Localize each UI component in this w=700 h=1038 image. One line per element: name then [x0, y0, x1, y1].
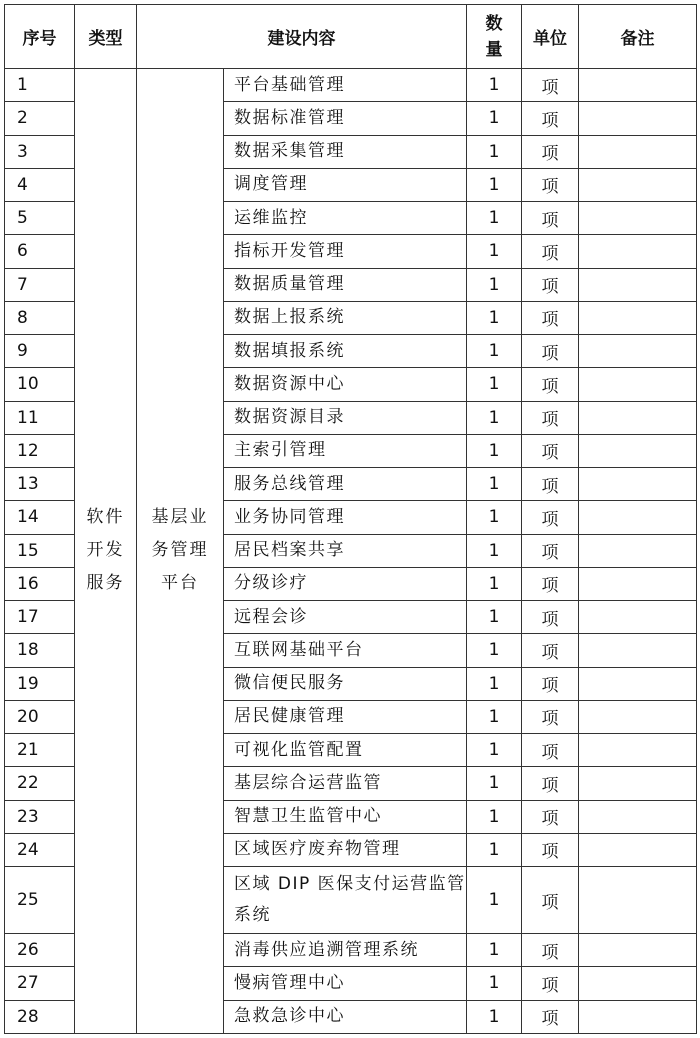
unit: 项	[522, 867, 579, 934]
unit: 项	[522, 833, 579, 866]
unit: 项	[522, 235, 579, 268]
quantity: 1	[467, 268, 522, 301]
remark	[579, 767, 697, 800]
unit: 项	[522, 567, 579, 600]
quantity: 1	[467, 833, 522, 866]
construction-items-table	[4, 4, 697, 1034]
header-type: 类型	[75, 5, 137, 69]
remark	[579, 301, 697, 334]
type-line: 开发	[86, 540, 125, 561]
header-qty-line2: 量	[485, 39, 503, 60]
remark	[579, 434, 697, 467]
remark	[579, 168, 697, 201]
row-number: 4	[5, 168, 75, 201]
row-number: 28	[5, 1000, 75, 1033]
row-number: 1	[5, 69, 75, 102]
unit: 项	[522, 501, 579, 534]
remark	[579, 867, 697, 934]
quantity: 1	[467, 468, 522, 501]
quantity: 1	[467, 501, 522, 534]
construction-content: 分级诊疗	[224, 567, 467, 600]
unit: 项	[522, 69, 579, 102]
construction-content: 主索引管理	[224, 434, 467, 467]
unit: 项	[522, 800, 579, 833]
row-number: 27	[5, 967, 75, 1000]
quantity: 1	[467, 235, 522, 268]
row-number: 17	[5, 601, 75, 634]
header-qty	[467, 5, 522, 69]
construction-content: 平台基础管理	[224, 69, 467, 102]
quantity: 1	[467, 634, 522, 667]
row-number: 11	[5, 401, 75, 434]
remark	[579, 967, 697, 1000]
row-number: 9	[5, 335, 75, 368]
construction-content: 数据资源中心	[224, 368, 467, 401]
quantity: 1	[467, 567, 522, 600]
construction-content: 数据质量管理	[224, 268, 467, 301]
type-line: 软件	[86, 507, 125, 528]
quantity: 1	[467, 135, 522, 168]
construction-content: 智慧卫生监管中心	[224, 800, 467, 833]
construction-content: 居民档案共享	[224, 534, 467, 567]
unit: 项	[522, 268, 579, 301]
quantity: 1	[467, 667, 522, 700]
quantity: 1	[467, 434, 522, 467]
quantity: 1	[467, 301, 522, 334]
row-number: 10	[5, 368, 75, 401]
row-number: 2	[5, 102, 75, 135]
header-content: 建设内容	[137, 5, 467, 69]
row-number: 21	[5, 734, 75, 767]
unit: 项	[522, 667, 579, 700]
construction-content: 业务协同管理	[224, 501, 467, 534]
quantity: 1	[467, 967, 522, 1000]
header-remark: 备注	[579, 5, 697, 69]
construction-content: 消毒供应追溯管理系统	[224, 934, 467, 967]
construction-content: 区域 DIP 医保支付运营监管系统	[224, 867, 467, 934]
quantity: 1	[467, 69, 522, 102]
platform-line: 平台	[161, 573, 199, 594]
unit: 项	[522, 368, 579, 401]
unit: 项	[522, 934, 579, 967]
row-number: 5	[5, 202, 75, 235]
row-number: 6	[5, 235, 75, 268]
row-number: 15	[5, 534, 75, 567]
remark	[579, 833, 697, 866]
quantity: 1	[467, 202, 522, 235]
remark	[579, 268, 697, 301]
remark	[579, 401, 697, 434]
unit: 项	[522, 401, 579, 434]
unit: 项	[522, 700, 579, 733]
remark	[579, 69, 697, 102]
unit: 项	[522, 767, 579, 800]
construction-content: 基层综合运营监管	[224, 767, 467, 800]
remark	[579, 934, 697, 967]
remark	[579, 335, 697, 368]
construction-content: 调度管理	[224, 168, 467, 201]
quantity: 1	[467, 800, 522, 833]
construction-content: 指标开发管理	[224, 235, 467, 268]
row-number: 22	[5, 767, 75, 800]
row-number: 18	[5, 634, 75, 667]
remark	[579, 102, 697, 135]
construction-content: 居民健康管理	[224, 700, 467, 733]
quantity: 1	[467, 335, 522, 368]
remark	[579, 667, 697, 700]
unit: 项	[522, 335, 579, 368]
construction-content: 数据采集管理	[224, 135, 467, 168]
construction-content: 服务总线管理	[224, 468, 467, 501]
row-number: 20	[5, 700, 75, 733]
unit: 项	[522, 102, 579, 135]
row-number: 3	[5, 135, 75, 168]
row-number: 8	[5, 301, 75, 334]
table-row	[5, 69, 697, 102]
platform-line: 务管理	[151, 540, 209, 561]
type-cell	[75, 69, 137, 1034]
remark	[579, 567, 697, 600]
row-number: 12	[5, 434, 75, 467]
remark	[579, 800, 697, 833]
construction-content: 运维监控	[224, 202, 467, 235]
remark	[579, 468, 697, 501]
unit: 项	[522, 202, 579, 235]
row-number: 25	[5, 867, 75, 934]
construction-content: 微信便民服务	[224, 667, 467, 700]
header-no: 序号	[5, 5, 75, 69]
quantity: 1	[467, 867, 522, 934]
remark	[579, 135, 697, 168]
row-number: 26	[5, 934, 75, 967]
quantity: 1	[467, 534, 522, 567]
unit: 项	[522, 135, 579, 168]
remark	[579, 368, 697, 401]
quantity: 1	[467, 102, 522, 135]
remark	[579, 534, 697, 567]
platform-cell	[137, 69, 224, 1034]
remark	[579, 700, 697, 733]
quantity: 1	[467, 934, 522, 967]
row-number: 13	[5, 468, 75, 501]
unit: 项	[522, 168, 579, 201]
header-unit: 单位	[522, 5, 579, 69]
quantity: 1	[467, 700, 522, 733]
row-number: 14	[5, 501, 75, 534]
unit: 项	[522, 434, 579, 467]
row-number: 16	[5, 567, 75, 600]
remark	[579, 1000, 697, 1033]
quantity: 1	[467, 1000, 522, 1033]
quantity: 1	[467, 734, 522, 767]
construction-content: 可视化监管配置	[224, 734, 467, 767]
remark	[579, 202, 697, 235]
construction-content: 数据填报系统	[224, 335, 467, 368]
unit: 项	[522, 734, 579, 767]
unit: 项	[522, 301, 579, 334]
row-number: 24	[5, 833, 75, 866]
table-header-row	[5, 5, 697, 69]
quantity: 1	[467, 601, 522, 634]
unit: 项	[522, 967, 579, 1000]
construction-content: 互联网基础平台	[224, 634, 467, 667]
remark	[579, 734, 697, 767]
construction-content: 数据资源目录	[224, 401, 467, 434]
type-line: 服务	[86, 573, 125, 594]
unit: 项	[522, 1000, 579, 1033]
construction-content: 远程会诊	[224, 601, 467, 634]
platform-line: 基层业	[151, 507, 209, 528]
header-qty-line1: 数	[485, 13, 503, 34]
table-body	[5, 69, 697, 1034]
quantity: 1	[467, 401, 522, 434]
quantity: 1	[467, 168, 522, 201]
remark	[579, 235, 697, 268]
remark	[579, 601, 697, 634]
quantity: 1	[467, 767, 522, 800]
unit: 项	[522, 534, 579, 567]
row-number: 7	[5, 268, 75, 301]
unit: 项	[522, 601, 579, 634]
remark	[579, 634, 697, 667]
construction-content: 数据上报系统	[224, 301, 467, 334]
construction-content: 区域医疗废弃物管理	[224, 833, 467, 866]
construction-content: 数据标准管理	[224, 102, 467, 135]
remark	[579, 501, 697, 534]
unit: 项	[522, 634, 579, 667]
quantity: 1	[467, 368, 522, 401]
row-number: 19	[5, 667, 75, 700]
row-number: 23	[5, 800, 75, 833]
construction-content: 慢病管理中心	[224, 967, 467, 1000]
construction-content: 急救急诊中心	[224, 1000, 467, 1033]
unit: 项	[522, 468, 579, 501]
